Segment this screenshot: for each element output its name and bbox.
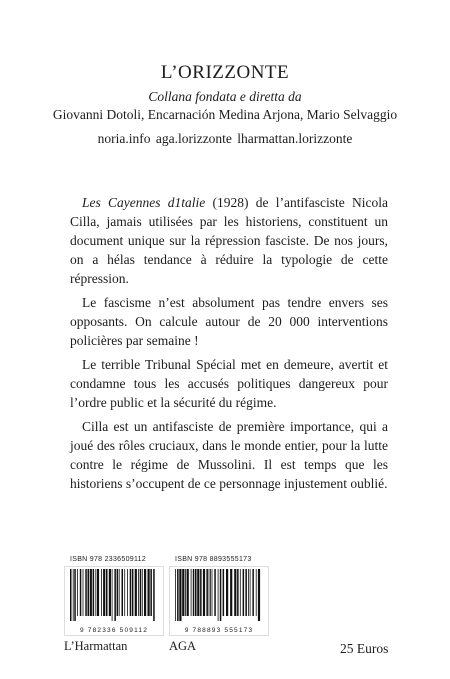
barcode-bar bbox=[243, 569, 245, 616]
barcode-bar bbox=[185, 569, 186, 616]
barcode-digits: 9 788893 555173 bbox=[184, 627, 254, 634]
barcode-bar bbox=[209, 569, 210, 616]
barcode-bar bbox=[103, 569, 105, 616]
barcode-bar bbox=[218, 569, 219, 621]
barcode-bar bbox=[122, 569, 124, 616]
barcode-bar bbox=[210, 569, 211, 616]
barcode-bar bbox=[182, 569, 184, 616]
barcode-bar bbox=[250, 569, 251, 616]
barcode-bar bbox=[230, 569, 232, 616]
barcode-bar bbox=[245, 569, 247, 616]
barcode-bar bbox=[206, 569, 208, 616]
barcode-bar bbox=[124, 569, 125, 616]
barcode-bar bbox=[93, 569, 95, 616]
barcode-bar bbox=[200, 569, 202, 616]
barcode-bar bbox=[240, 569, 241, 616]
barcode-bar bbox=[88, 569, 90, 616]
barcode-bar bbox=[70, 569, 72, 621]
blurb-paragraph-1-text: (1928) de l’antifasciste Nicola Cilla, jamais utilisées par les historiens, constituent un document unique sur la répression fasciste. De nos jours, on a hélas tendance à réduire la typologie de cette répression. bbox=[70, 195, 388, 286]
barcode-bar bbox=[77, 569, 78, 616]
blurb-paragraph-2: Le fascisme n’est absolument pas tendre envers ses opposants. On calcule autour de 20 000 interventions policières par semaine ! bbox=[70, 295, 388, 348]
barcode-bar bbox=[101, 569, 102, 616]
barcode-digits: 9 782336 509112 bbox=[79, 627, 149, 634]
barcode-bar bbox=[191, 569, 192, 616]
barcode-bars bbox=[173, 569, 265, 621]
blurb-paragraph-1 bbox=[70, 193, 388, 288]
collection-title: L’ORIZZONTE bbox=[160, 62, 290, 83]
series-header bbox=[0, 62, 450, 147]
barcode-bar bbox=[90, 569, 92, 616]
publisher-name: L’Harmattan bbox=[64, 639, 128, 653]
barcode-bar bbox=[83, 569, 84, 616]
barcode-bar bbox=[148, 569, 150, 616]
barcode-bar bbox=[135, 569, 137, 616]
barcode-bar bbox=[138, 569, 139, 616]
isbn-label: ISBN 978 8893555173 bbox=[175, 556, 252, 563]
barcode-bar bbox=[234, 569, 236, 616]
barcode-bar bbox=[119, 569, 120, 616]
barcode-bar bbox=[140, 569, 142, 616]
barcode-bar bbox=[223, 569, 225, 616]
barcode-bar bbox=[150, 569, 152, 616]
collection-subtitle: Collana fondata e diretta da bbox=[148, 89, 302, 104]
barcode-bar bbox=[97, 569, 99, 616]
barcode-bar bbox=[144, 569, 146, 616]
barcode-bar bbox=[212, 569, 213, 616]
barcode-bar bbox=[187, 569, 189, 616]
barcode-bar bbox=[130, 569, 132, 616]
publisher-name: AGA bbox=[169, 639, 197, 653]
barcode-bar bbox=[237, 569, 239, 616]
barcode-bar bbox=[153, 569, 155, 621]
barcode-bars bbox=[68, 569, 160, 621]
collection-directors: Giovanni Dotoli, Encarnación Medina Arjona, Mario Selvaggio bbox=[52, 107, 398, 122]
barcode bbox=[64, 566, 164, 636]
barcode-bar bbox=[179, 569, 181, 621]
barcode-block-aga bbox=[169, 556, 269, 654]
barcode bbox=[169, 566, 269, 636]
barcode-block-harmattan bbox=[64, 556, 164, 654]
barcode-bar bbox=[73, 569, 74, 621]
barcode-bar bbox=[177, 569, 179, 621]
blurb-paragraph-4: Cilla est un antifasciste de première importance, qui a joué des rôles cruciaux, dans le monde entier, pour la lutte contre le régime de Mussolini. Il est temps que les historiens s’occupent de ce personnage injustement oublié. bbox=[70, 419, 388, 491]
barcode-bar bbox=[117, 569, 119, 616]
barcode-bar bbox=[258, 569, 260, 621]
barcode-bar bbox=[252, 569, 254, 616]
barcode-bar bbox=[112, 569, 113, 621]
barcode-bar bbox=[142, 569, 143, 616]
barcode-bar bbox=[203, 569, 205, 616]
barcode-bar bbox=[248, 569, 249, 616]
barcode-bar bbox=[95, 569, 96, 616]
barcode-bar bbox=[195, 569, 197, 616]
barcode-bar bbox=[226, 569, 228, 616]
barcode-bar bbox=[106, 569, 108, 616]
back-cover-blurb bbox=[70, 193, 388, 498]
barcode-bar bbox=[74, 569, 76, 621]
barcode-bar bbox=[193, 569, 195, 616]
barcode-bar bbox=[197, 569, 199, 616]
barcode-bar bbox=[175, 569, 176, 621]
barcode-bar bbox=[85, 569, 87, 616]
barcode-bar bbox=[256, 569, 257, 616]
barcode-bar bbox=[132, 569, 134, 616]
barcode-bar bbox=[114, 569, 116, 621]
barcode-bar bbox=[220, 569, 222, 621]
collection-websites: noria.info aga.lorizzonte lharmattan.lorizzonte bbox=[97, 131, 353, 146]
price: 25 Euros bbox=[340, 641, 389, 656]
barcode-bar bbox=[127, 569, 128, 616]
barcode-bar bbox=[80, 569, 82, 616]
blurb-paragraph-3: Le terrible Tribunal Spécial met en demeure, avertit et condamne tous les accusés politiques dangereux pour l’ordre public et la sécurité du régime. bbox=[70, 357, 388, 410]
barcode-bar bbox=[109, 569, 111, 616]
barcode-bar bbox=[214, 569, 216, 616]
isbn-label: ISBN 978 2336509112 bbox=[70, 556, 147, 563]
book-title-reference: Les Cayennes d1talie bbox=[82, 195, 206, 210]
